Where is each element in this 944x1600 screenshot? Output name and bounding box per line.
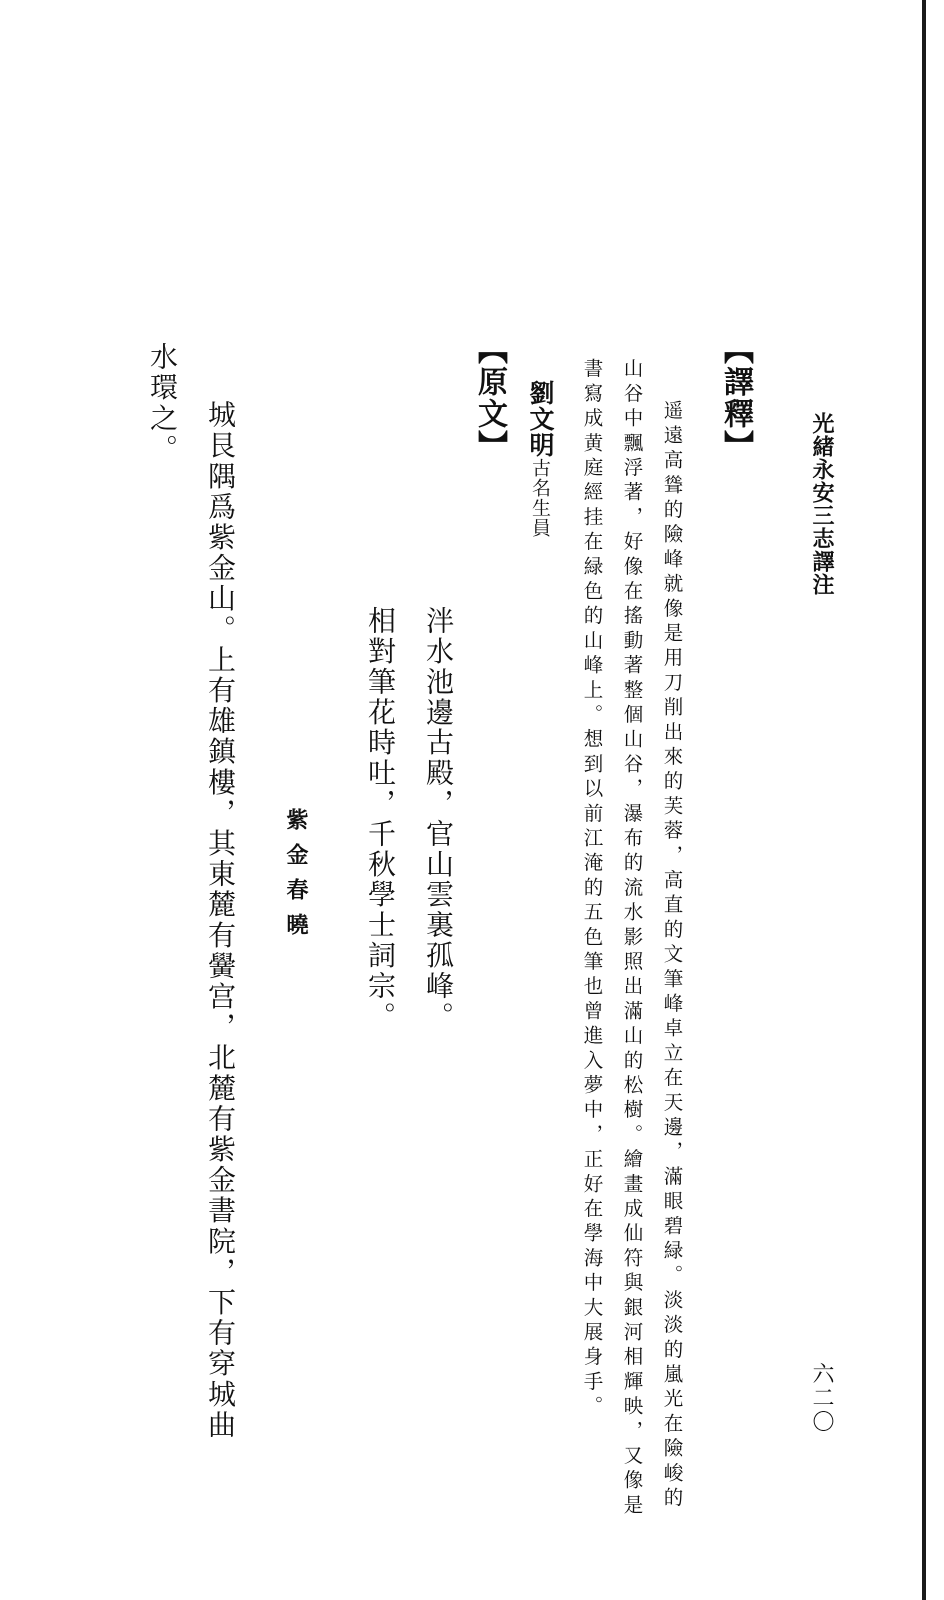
translation-line: 遥遠高聳的險峰就像是用刀削出來的芙蓉，高直的文筆峰卓立在天邊，滿眼碧緑。淡淡的嵐光在險峻的 [660, 400, 684, 1512]
prose-line: 城艮隅爲紫金山。上有雄鎮樓，其東麓有黌宫，北麓有紫金書院，下有穿城曲 [204, 400, 237, 1441]
section-heading-translation: 【譯釋】 [718, 334, 753, 462]
running-header-title: 光緒永安三志譯注 [809, 412, 834, 596]
author-name: 劉文明 [526, 380, 555, 458]
author-line [528, 380, 553, 538]
poem-line: 泮水池邊古殿，官山雲裏孤峰。 [422, 606, 455, 1032]
translation-line: 書寫成黄庭經挂在緑色的山峰上。想到以前江淹的五色筆也曾進入夢中，正好在學海中大展身手。 [580, 358, 604, 1421]
prose-line: 水環之。 [146, 342, 179, 465]
poem-line: 相對筆花時吐，千秋學士詞宗。 [364, 606, 397, 1032]
section-heading-original: 【原文】 [472, 334, 507, 462]
translation-line: 山谷中飄浮著，好像在搖動著整個山谷，瀑布的流水影照出滿山的松樹。繪畫成仙符與銀河相輝映，又像是 [620, 358, 644, 1519]
poem-title: 紫金春曉 [283, 808, 308, 948]
page-edge-rule [922, 0, 926, 1600]
author-title: 古名生員 [529, 458, 551, 538]
page-number: 六二〇 [809, 1362, 834, 1434]
